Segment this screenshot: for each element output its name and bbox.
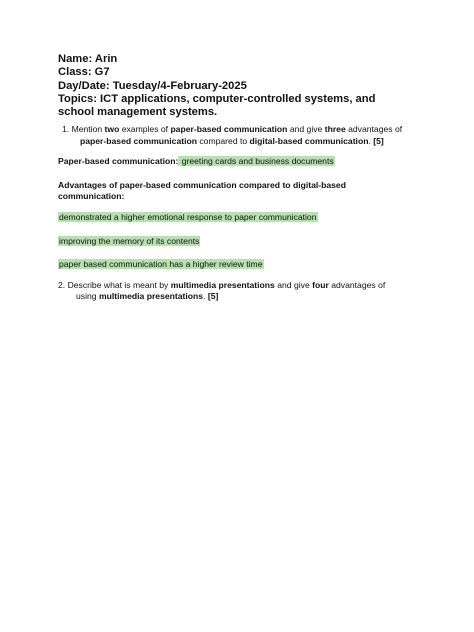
- q1-bold-term: digital-based communication: [249, 136, 369, 146]
- q1-bold-two: two: [104, 124, 120, 134]
- q2-marks: [5]: [207, 291, 219, 301]
- advantage-item-3: [58, 258, 264, 270]
- advantage-item-3-text: paper based communication has a higher review time: [59, 259, 263, 269]
- student-name: Name: Arin: [58, 53, 118, 65]
- advantage-item-2: [58, 235, 200, 247]
- q1-text: and give: [287, 124, 325, 134]
- answer-1-label: Paper-based communication:: [58, 156, 179, 166]
- q2-text: .: [203, 291, 208, 301]
- q1-marks: [5]: [373, 136, 384, 146]
- q2-bold-term: multimedia presentations: [98, 291, 204, 301]
- question-1-number: 1.: [62, 124, 70, 134]
- q1-bold-term: paper-based communication: [170, 124, 288, 134]
- q1-text: compared to: [197, 136, 250, 146]
- advantage-item-1: [58, 211, 318, 223]
- q2-text: and give: [274, 280, 313, 290]
- q1-text: advantages of: [345, 124, 403, 134]
- topics-line-1: Topics: ICT applications, computer-controlled systems, and: [58, 92, 376, 105]
- q2-bold-four: four: [312, 280, 329, 290]
- q1-text: Mention: [71, 124, 105, 134]
- question-2-line-2: [76, 290, 218, 302]
- document-header: [58, 53, 438, 119]
- q2-bold-term: multimedia presentations: [170, 280, 275, 290]
- question-2-number: 2.: [58, 280, 66, 290]
- q1-text: .: [368, 136, 374, 146]
- q1-bold-three: three: [324, 124, 346, 134]
- student-class: Class: G7: [58, 66, 110, 79]
- advantages-heading-line-2: communication:: [58, 191, 125, 201]
- advantages-heading-line-1: Advantages of paper-based communication compared to digital-based: [58, 180, 346, 190]
- q1-text: examples of: [119, 124, 171, 134]
- q2-text: using: [76, 291, 99, 301]
- question-1-line-2: [80, 135, 384, 147]
- day-date: Day/Date: Tuesday/4-February-2025: [58, 79, 247, 92]
- answer-1-line: [58, 155, 335, 167]
- answer-1-value: greeting cards and business documents: [179, 156, 334, 166]
- q1-bold-term: paper-based communication: [80, 136, 197, 146]
- question-1-line-1: [62, 123, 402, 135]
- q2-text: advantages of: [328, 280, 386, 290]
- topics-line-2: school management systems.: [58, 106, 218, 119]
- q2-text: Describe what is meant by: [67, 280, 171, 290]
- advantage-item-2-text: improving the memory of its contents: [59, 236, 200, 246]
- advantage-item-1-text: demonstrated a higher emotional response to paper communication: [59, 212, 317, 222]
